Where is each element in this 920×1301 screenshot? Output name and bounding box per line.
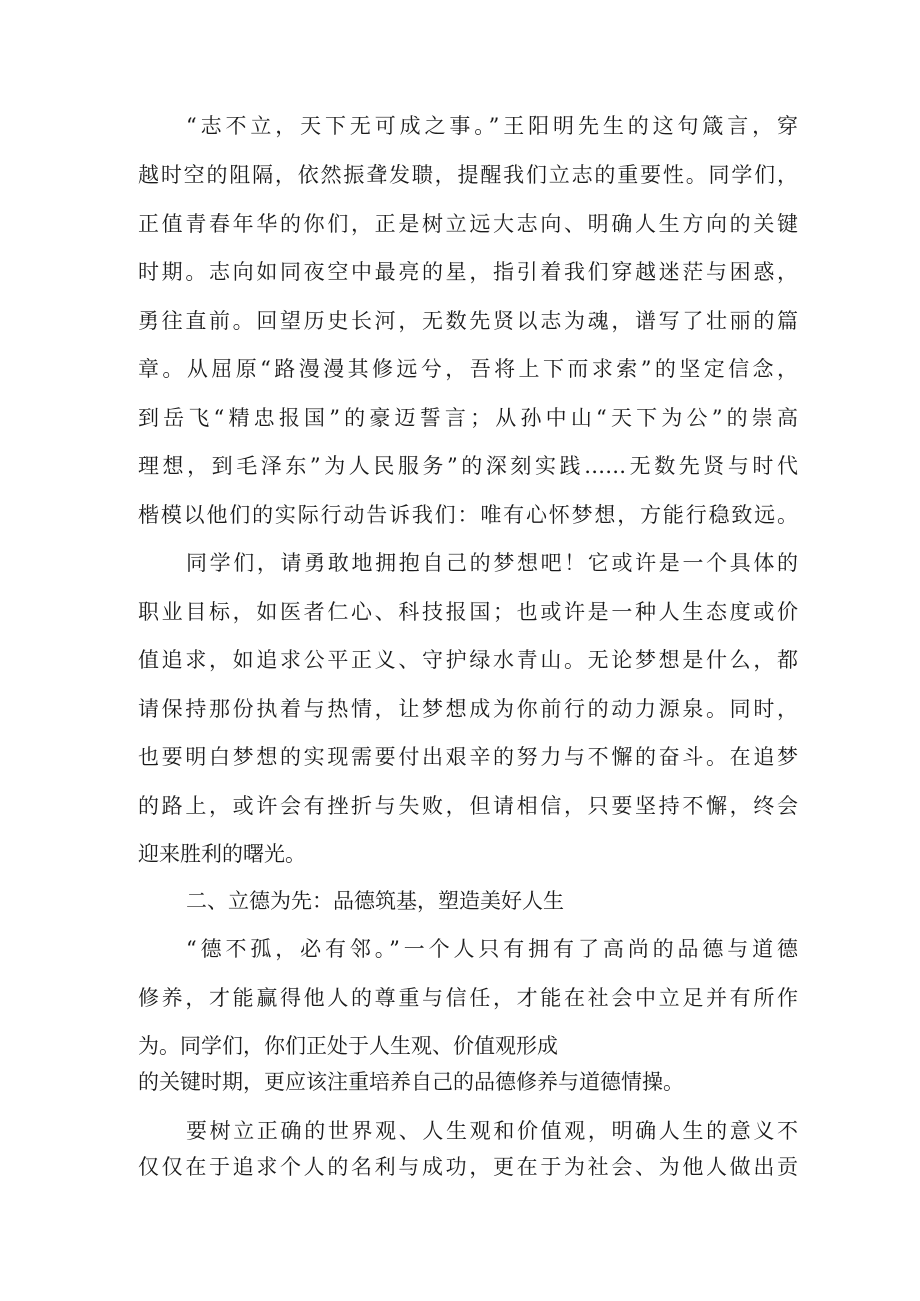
paragraph-1-line-7: 到岳飞“精忠报国”的豪迈誓言；从孙中山“天下为公”的崇高 (138, 406, 798, 430)
paragraph-2-line-3: 值追求，如追求公平正义、守护绿水青山。无论梦想是什么，都 (138, 648, 798, 672)
paragraph-2-line-1: 同学们，请勇敢地拥抱自己的梦想吧！它或许是一个具体的 (186, 551, 798, 575)
paragraph-2-line-4: 请保持那份执着与热情，让梦想成为你前行的动力源泉。同时， (138, 697, 798, 721)
paragraph-2-line-7: 迎来胜利的曙光。 (138, 842, 306, 866)
paragraph-1-line-9: 楷模以他们的实际行动告诉我们：唯有心怀梦想，方能行稳致远。 (138, 503, 798, 527)
section-paragraph-1-line-3: 为。同学们，你们正处于人生观、价值观形成 (138, 1034, 558, 1058)
paragraph-2-line-5: 也要明白梦想的实现需要付出艰辛的努力与不懈的奋斗。在追梦 (138, 745, 798, 769)
section-paragraph-2-line-2: 仅仅在于追求个人的名利与成功，更在于为社会、为他人做出贡 (138, 1155, 798, 1179)
section-paragraph-1-line-2: 修养，才能赢得他人的尊重与信任，才能在社会中立足并有所作 (138, 986, 798, 1010)
paragraph-1-line-4: 时期。志向如同夜空中最亮的星，指引着我们穿越迷茫与困惑， (138, 260, 798, 284)
paragraph-1-line-5: 勇往直前。回望历史长河，无数先贤以志为魂，谱写了壮丽的篇 (138, 309, 798, 333)
paragraph-2-line-2: 职业目标，如医者仁心、科技报国；也或许是一种人生态度或价 (138, 600, 798, 624)
paragraph-1-line-8: 理想，到毛泽东”为人民服务”的深刻实践……无数先贤与时代 (138, 454, 798, 478)
paragraph-1-line-6: 章。从屈原“路漫漫其修远兮，吾将上下而求索”的坚定信念， (138, 357, 798, 381)
section-heading: 二、立德为先：品德筑基，塑造美好人生 (186, 889, 564, 913)
section-paragraph-1-line-1: “德不孤，必有邻。”一个人只有拥有了高尚的品德与道德 (186, 937, 798, 961)
paragraph-1-line-1: “志不立，天下无可成之事。”王阳明先生的这句箴言，穿 (186, 114, 798, 138)
paragraph-2-line-6: 的路上，或许会有挫折与失败，但请相信，只要坚持不懈，终会 (138, 794, 798, 818)
section-paragraph-1-line-4: 的关键时期，更应该注重培养自己的品德修养与道德情操。 (138, 1070, 684, 1094)
paragraph-1-line-2: 越时空的阻隔，依然振聋发聩，提醒我们立志的重要性。同学们， (138, 163, 798, 187)
section-paragraph-2-line-1: 要树立正确的世界观、人生观和价值观，明确人生的意义不 (186, 1119, 798, 1143)
paragraph-1-line-3: 正值青春年华的你们，正是树立远大志向、明确人生方向的关键 (138, 212, 798, 236)
